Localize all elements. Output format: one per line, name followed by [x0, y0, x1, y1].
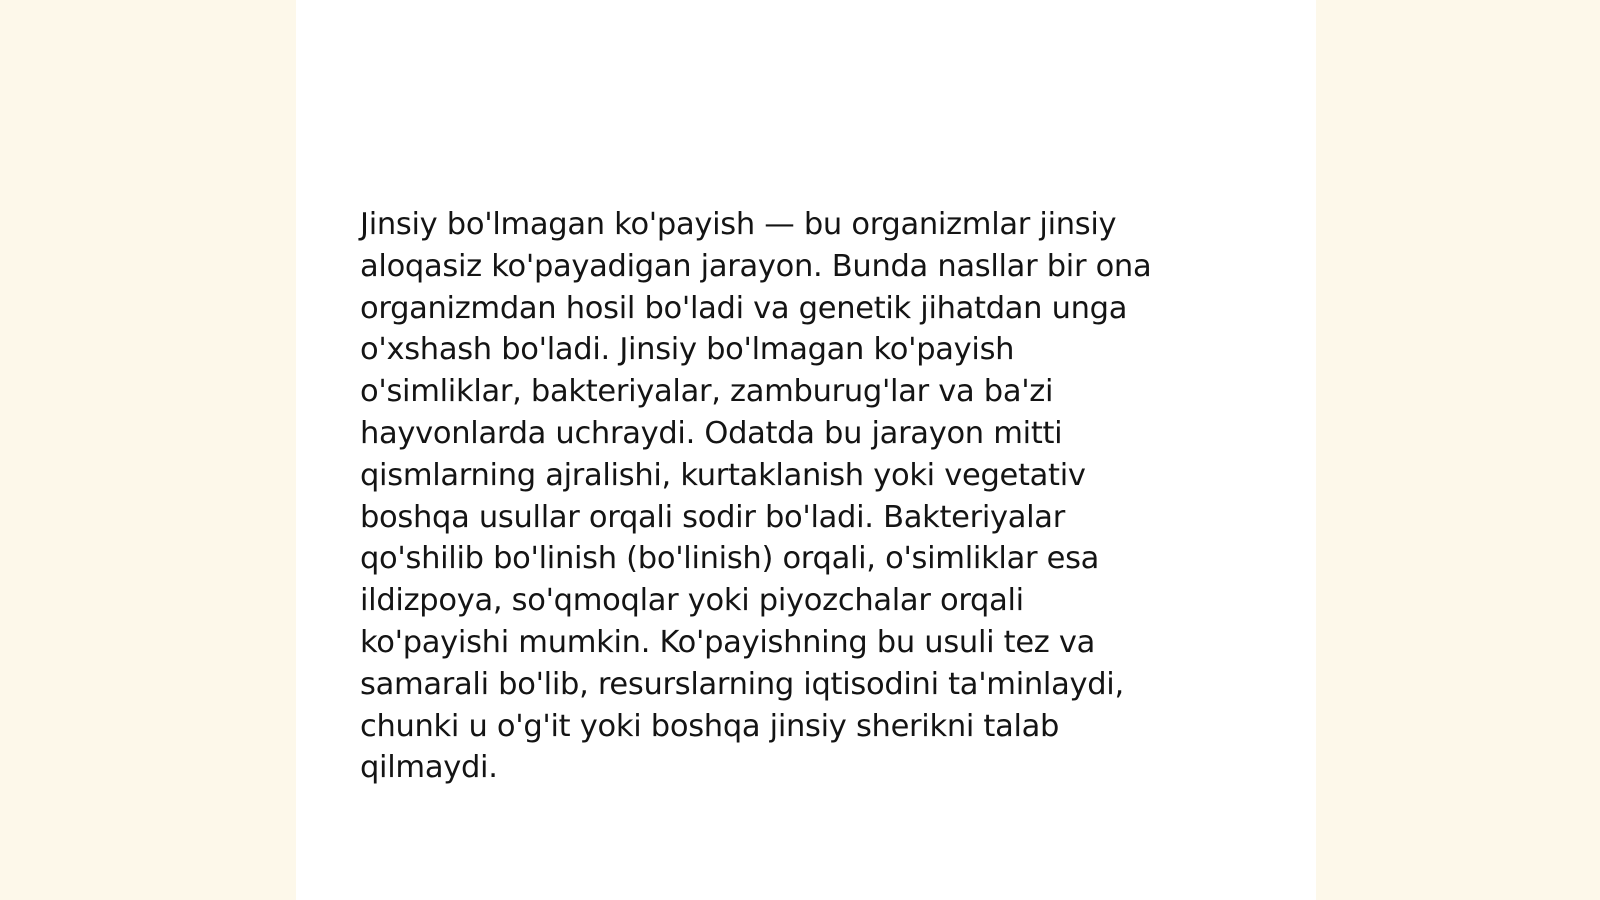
- text-line: boshqa usullar orqali sodir bo'ladi. Bakteriyalar: [360, 499, 1065, 535]
- text-line: aloqasiz ko'payadigan jarayon. Bunda nasllar bir ona: [360, 248, 1152, 284]
- text-line: chunki u o'g'it yoki boshqa jinsiy sherikni talab: [360, 708, 1060, 744]
- text-line: o'simliklar, bakteriyalar, zamburug'lar va ba'zi: [360, 374, 1054, 410]
- slide: [296, 0, 1316, 900]
- text-line: o'xshash bo'ladi. Jinsiy bo'lmagan ko'payish: [360, 332, 1015, 368]
- text-line: qismlarning ajralishi, kurtaklanish yoki vegetativ: [360, 457, 1086, 493]
- text-line: organizmdan hosil bo'ladi va genetik jihatdan unga: [360, 290, 1128, 326]
- text-line: ildizpoya, so'qmoqlar yoki piyozchalar orqali: [360, 583, 1024, 619]
- text-line: samarali bo'lib, resurslarning iqtisodini ta'minlaydi,: [360, 666, 1124, 702]
- text-line: qilmaydi.: [360, 750, 498, 786]
- text-line: qo'shilib bo'linish (bo'linish) orqali, o'simliklar esa: [360, 541, 1100, 577]
- text-line: ko'payishi mumkin. Ko'payishning bu usuli tez va: [360, 624, 1096, 660]
- text-line: hayvonlarda uchraydi. Odatda bu jarayon mitti: [360, 415, 1063, 451]
- text-line: Jinsiy bo'lmagan ko'payish — bu organizmlar jinsiy: [360, 207, 1117, 242]
- slide-body-text: [360, 204, 1240, 789]
